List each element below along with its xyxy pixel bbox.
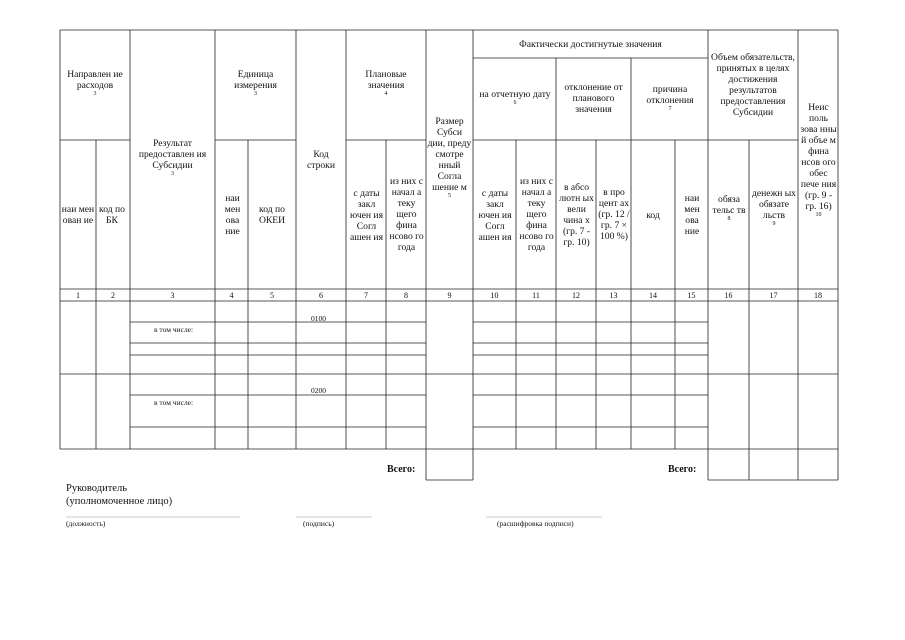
header-planovye: Плановые значения $^4$ xyxy=(365,68,407,97)
total-label-left: Всего: xyxy=(387,464,416,475)
column-number-2: 2 xyxy=(111,290,115,300)
column-number-16: 16 xyxy=(724,290,733,300)
signature-rasshifrovka: (расшифровка подписи) xyxy=(497,519,574,528)
header-s-daty-fact: с даты закл ючен ия Согл ашен ия xyxy=(478,187,512,243)
column-number-8: 8 xyxy=(404,290,408,300)
signature-dolzhnost: (должность) xyxy=(66,519,106,528)
row-v-tom-chisle-2: в том числе: xyxy=(154,398,194,407)
signature-upolnomochennoe: (уполномоченное лицо) xyxy=(66,496,173,507)
column-number-17: 17 xyxy=(769,290,778,300)
header-obyazatelstv: обяза тельс тв $^8$ xyxy=(712,193,746,222)
header-kod-bk: код по БК xyxy=(99,204,125,226)
row-code-0100: 0100 xyxy=(311,314,326,323)
column-number-4: 4 xyxy=(229,290,234,300)
header-iz-nih-fact: из них с начал а теку щего фина нсово го года xyxy=(519,176,554,253)
header-kod-okei: код по ОКЕИ xyxy=(258,204,286,226)
column-number-13: 13 xyxy=(609,290,618,300)
column-number-10: 10 xyxy=(490,290,499,300)
header-fakticheski: Фактически достигнутые значения xyxy=(519,38,662,50)
header-s-daty-plan: с даты закл ючен ия Согл ашен ия xyxy=(350,187,383,243)
column-number-1: 1 xyxy=(76,290,80,300)
header-denezhnyh: денежн ых обязате льств $^9$ xyxy=(752,188,796,227)
header-naim-ed: наи мен ова ние xyxy=(224,193,241,237)
header-neisp: Неис поль зова нны й объе м фина нсов ого обес пече ния (гр. 9 - гр. 16) $^{10}$ xyxy=(800,102,837,218)
header-rezultat: Результат предоставлен ия Субсидии $^3$ xyxy=(138,138,207,177)
column-number-5: 5 xyxy=(270,290,274,300)
header-napravlenie: Направлен ие расходов $^3$ xyxy=(67,68,123,97)
total-label-right: Всего: xyxy=(668,464,697,475)
signature-rukovoditel: Руководитель xyxy=(66,483,127,494)
header-na-otchetnuyu: на отчетную дату $^6$ xyxy=(479,89,551,106)
header-naimenovanie: наи мен ован ие xyxy=(61,204,95,226)
column-number-15: 15 xyxy=(687,290,696,300)
header-v-proc: в про цент ах (гр. 12 / гр. 7 × 100 %) xyxy=(598,187,630,242)
header-razmer: Размер Субси дии, преду смотре нный Согла шение м $^5$ xyxy=(427,116,472,199)
column-number-7: 7 xyxy=(364,290,368,300)
header-obem: Объем обязательств, принятых в целях достижения результатов предоставления Субсидии xyxy=(711,52,795,118)
row-code-0200: 0200 xyxy=(311,386,326,395)
column-number-9: 9 xyxy=(447,290,452,300)
column-number-6: 6 xyxy=(319,290,323,300)
header-iz-nih-plan: из них с начал а теку щего фина нсово го года xyxy=(389,176,424,253)
header-v-abs: в абсо лютн ых вели чина х (гр. 7 - гр. 10) xyxy=(559,181,594,248)
column-number-14: 14 xyxy=(649,290,657,300)
column-number-18: 18 xyxy=(814,290,822,300)
header-naim-prich: наи мен ова ние xyxy=(684,193,700,237)
header-edinica: Единица измерения $^3$ xyxy=(234,68,277,97)
signature-podpis: (подпись) xyxy=(303,519,335,528)
header-kod-stroki: Код строки xyxy=(307,149,335,171)
column-number-11: 11 xyxy=(532,290,540,300)
header-kod: код xyxy=(646,209,660,221)
column-number-3: 3 xyxy=(170,290,175,300)
column-number-12: 12 xyxy=(572,290,580,300)
row-v-tom-chisle-1: в том числе: xyxy=(154,325,194,334)
header-otklonenie: отклонение от планового значения xyxy=(564,82,623,115)
header-prichina: причина отклонения $^7$ xyxy=(646,83,694,112)
